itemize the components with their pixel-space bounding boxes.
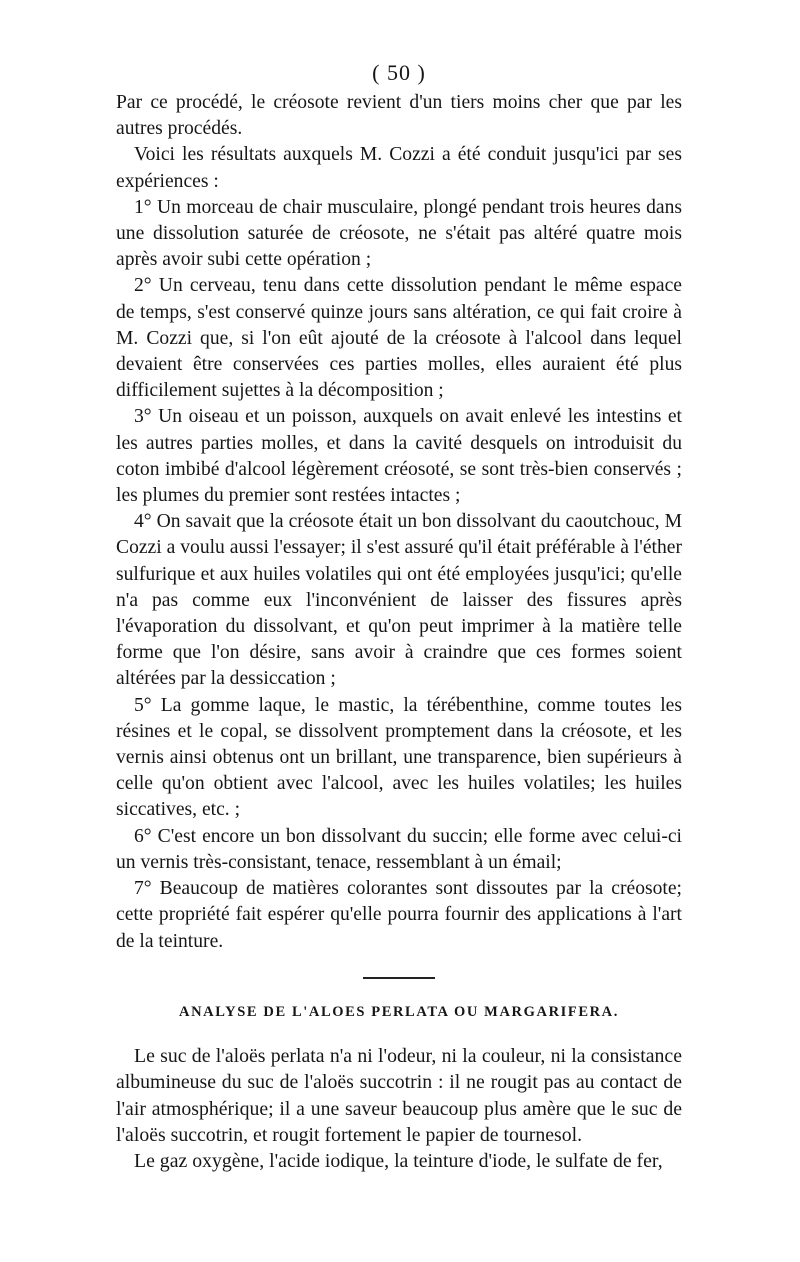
- body-text: [116, 90, 682, 955]
- section-paragraph-2: Le gaz oxygène, l'acide iodique, la teinture d'iode, le sulfate de fer,: [134, 1150, 663, 1173]
- book-page: [116, 58, 682, 1175]
- paragraph-item-2: 2° Un cerveau, tenu dans cette dissolution pendant le même espace de temps, s'est conservé quinze jours sans altération, ce qui fait croire à M. Cozzi que, si l'on eût ajouté de la créosote à l'alcool dans lequel devaient être conservées ces parties molles, elles auraient été plus difficilement sujettes à la décomposition ;: [116, 275, 682, 402]
- paragraph-item-5: 5° La gomme laque, le mastic, la térébenthine, comme toutes les résines et le copal, se dissolvent promptement dans la créosote, et les vernis ainsi obtenus ont un brillant, une transparence, bien supérieurs à celle qu'on obtient avec l'alcool, avec les huiles volatiles; les huiles siccatives, etc. ;: [116, 694, 682, 821]
- paragraph-item-3: 3° Un oiseau et un poisson, auxquels on avait enlevé les intestins et les autres parties molles, et dans la cavité desquels on introduisit du coton imbibé d'alcool légèrement créosoté, se sont très-bien conservés ; les plumes du premier sont restées intactes ;: [116, 406, 682, 507]
- section-title: ANALYSE DE L'ALOES PERLATA OU MARGARIFERA.: [179, 1003, 619, 1020]
- paragraph-item-7: 7° Beaucoup de matières colorantes sont dissoutes par la créosote; cette propriété fait espérer qu'elle pourra fournir des applications à l'art de la teinture.: [116, 878, 682, 952]
- section-paragraph-1: Le suc de l'aloës perlata n'a ni l'odeur, ni la couleur, ni la consistance albumineuse du suc de l'aloës succotrin : il ne rougit pas au contact de l'air atmosphérique; il a une saveur beaucoup plus amère que le suc de l'aloës succotrin, et rougit fortement le papier de tournesol.: [116, 1044, 682, 1146]
- section-body: [116, 1043, 682, 1175]
- page-number: ( 50 ): [372, 60, 426, 85]
- paragraph-item-4: 4° On savait que la créosote était un bon dissolvant du caoutchouc, M Cozzi a voulu aussi l'essayer; il s'est assuré qu'il était préférable à l'éther sulfurique et aux huiles volatiles qui ont été employées jusqu'ici; qu'elle n'a pas comme eux l'inconvénient de laisser des fissures après l'évaporation du dissolvant, et qu'on peut imprimer à la matière telle forme que l'on désire, sans avoir à craindre que ces formes soient altérées par la dessiccation ;: [116, 511, 682, 690]
- paragraph-intro: Par ce procédé, le créosote revient d'un tiers moins cher que par les autres procédés.: [116, 92, 682, 140]
- paragraph-item-6: 6° C'est encore un bon dissolvant du succin; elle forme avec celui-ci un vernis très-consistant, tenace, ressemblant à un émail;: [116, 825, 682, 873]
- paragraph-results-intro: Voici les résultats auxquels M. Cozzi a été conduit jusqu'ici par ses expériences :: [116, 144, 682, 192]
- paragraph-item-1: 1° Un morceau de chair musculaire, plongé pendant trois heures dans une dissolution saturée de créosote, ne s'était pas altéré quatre mois après avoir subi cette opération ;: [116, 196, 682, 271]
- section-divider: [363, 977, 435, 979]
